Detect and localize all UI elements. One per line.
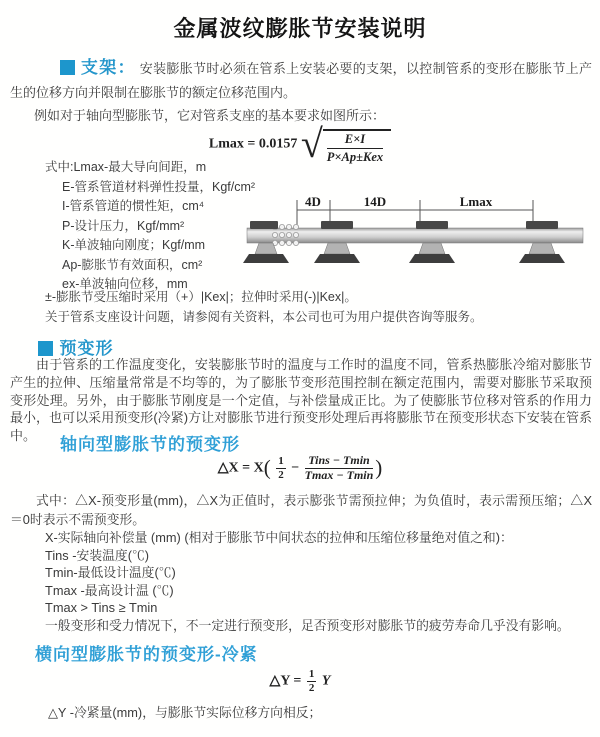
definition-item: P-设计压力，Kgf/mm²	[62, 218, 185, 233]
support-intro-text: 安装膨胀节时必须在管系上安装必要的支架，以控制管系的变形在膨胀节上产生的位移方向并限制在膨胀节的额定位移范围内。	[10, 61, 592, 100]
lateral-preset-formula	[0, 668, 600, 694]
section-square-icon	[38, 341, 53, 356]
page-title: 金属波纹膨胀节安装说明	[173, 16, 427, 41]
axial-definition-item: 一般变形和受力情况下，不一定进行预变形，足否预变形对膨胀节的疲劳寿命几乎没有影响。	[45, 617, 570, 633]
temp-denominator: Tmax − Tmin	[304, 467, 374, 482]
pipe-support-diagram	[243, 192, 595, 287]
definition-item: ex-单波轴向位移，mm	[62, 277, 188, 291]
axial-explain-paragraph: 式中：△X-预变形量(mm)，△X为正值时，表示膨张节需预拉伸；为负值时，表示需预压缩；△X＝0时表示不需预变形。	[10, 493, 592, 527]
fraction-denominator: P×Ap±Kex	[326, 150, 384, 164]
axial-preset-formula	[0, 454, 600, 483]
section-square-icon	[60, 60, 75, 75]
dim-label-14d: 14D	[363, 194, 387, 209]
lmax-formula-lhs: Lmax = 0.0157	[208, 136, 298, 152]
half-denominator: 2	[308, 681, 315, 694]
half-numerator: 1	[308, 668, 315, 680]
consulting-note-line: 关于管系支座设计问题，请参阅有关资料，本公司也可为用户提供咨询等服务。	[45, 310, 483, 324]
axial-definitions-list	[45, 529, 590, 635]
plusminus-rule-line: ±-膨胀节受压缩时采用（+）|Kex|；拉伸时采用(-)|Kex|。	[45, 290, 357, 304]
radicand-fraction	[323, 129, 391, 165]
one-half-fraction	[307, 668, 317, 694]
axial-definition-item: Tmax > Tins ≥ Tmin	[45, 600, 158, 616]
axial-definition-item: Tins -安装温度(℃)	[45, 547, 150, 563]
lateral-note-line: △Y -冷紧量(mm)，与膨胀节实际位移方向相反；	[48, 705, 322, 720]
definition-item: Ap-膨胀节有效面积，cm²	[62, 257, 203, 272]
support-example-line: 例如对于轴向型膨胀节，它对管系支座的基本要求如图所示：	[34, 108, 386, 123]
axial-subsection-heading: 轴向型膨胀节的预变形	[60, 435, 240, 454]
definition-item: I-管系管道的惯性矩，cm⁴	[62, 199, 205, 213]
radical-sign: √	[300, 121, 323, 166]
temperature-fraction	[305, 454, 374, 483]
fraction-numerator: E×I	[327, 132, 383, 149]
definition-item: 式中:Lmax-最大导向间距，m	[45, 160, 207, 174]
axial-formula-lhs: △X = X	[217, 460, 264, 476]
temp-numerator: Tins − Tmin	[305, 454, 374, 469]
sqrt-expression	[300, 121, 391, 166]
lateral-formula-rhs: Y	[321, 673, 331, 689]
half-denominator: 2	[278, 468, 284, 481]
dim-label-4d: 4D	[305, 194, 321, 209]
definition-item: E-管系管道材料弹性投量，Kgf/cm²	[62, 179, 256, 194]
axial-definition-item: X-实际轴向补偿量 (mm) (相对于膨胀节中间状态的拉伸和压缩位移量绝对值之和)：	[45, 530, 513, 545]
preset-paragraph: 由于管系的工作温度变化，安装膨胀节时的温度与工作时的温度不同，管系热膨胀冷缩对膨胀节产生的拉伸、压缩量常常是不均等的，为了膨胀节变形范围控制在额定范围内，需要对膨胀节采取预变形处理。另外，由于膨胀节刚度是一个定值，与补偿量成正比。为了使膨胀节位移对管系的作用力最小，也可以采用预变形(冷紧)方让对膨胀节进行预变形处理后再将膨胀节在预变形状态下安装在管系中。	[10, 357, 592, 444]
open-paren: (	[263, 455, 271, 480]
dim-label-lmax: Lmax	[459, 194, 493, 209]
preset-section-label: 预变形	[59, 339, 114, 358]
axial-definition-item: Tmin-最低设计温度(℃)	[45, 565, 176, 581]
definition-item: K-单波轴向刚度；Kgf/mm	[62, 238, 206, 252]
close-paren: )	[375, 455, 383, 480]
lateral-subsection-heading: 横向型膨胀节的预变形-冷紧	[35, 645, 258, 664]
half-numerator: 1	[278, 455, 284, 468]
lateral-formula-lhs: △Y =	[269, 673, 302, 689]
one-half-fraction	[276, 455, 286, 481]
axial-definition-item: Tmax -最高设计温 (℃)	[45, 582, 174, 598]
support-paragraph	[10, 56, 592, 105]
minus-sign: −	[291, 460, 300, 476]
support-section-label: 支架：	[80, 58, 136, 77]
